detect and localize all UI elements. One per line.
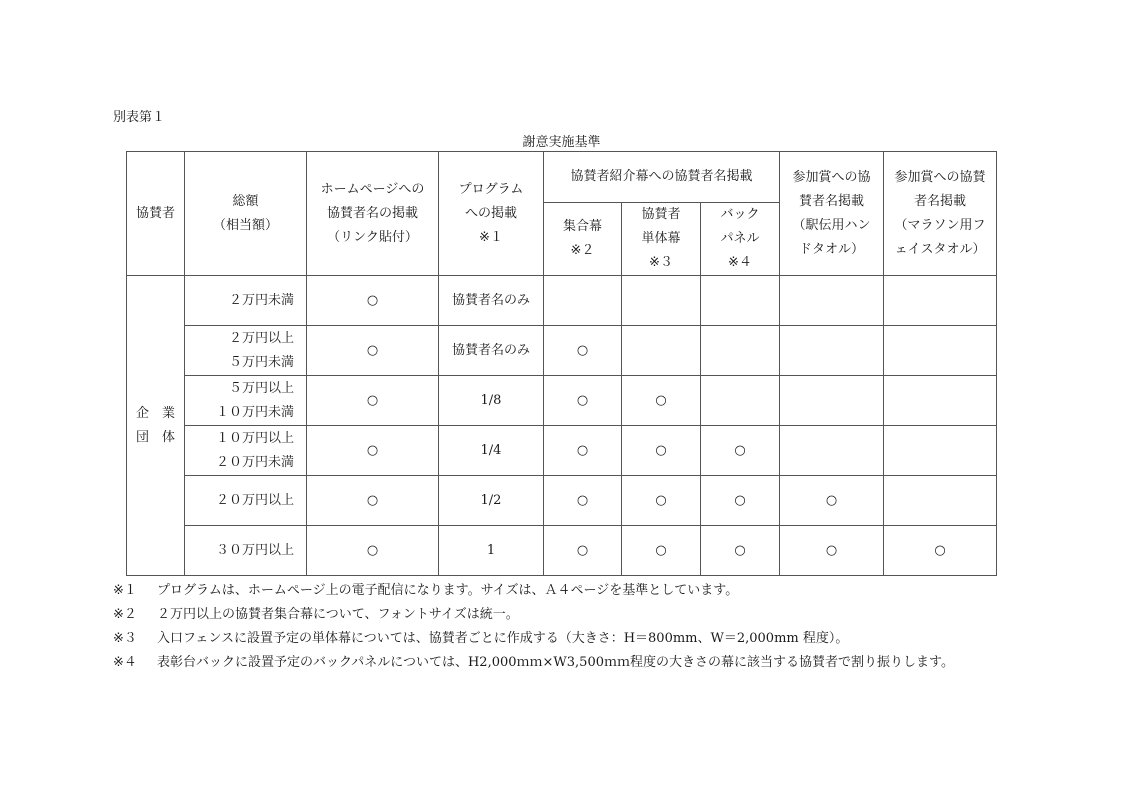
back-cell: ○ (701, 426, 780, 476)
single-cell (622, 276, 701, 326)
note-text: 入口フェンスに設置予定の単体幕については、協賛者ごとに作成する（大きさ：H＝800mm、W＝2,000mm 程度）。 (157, 631, 849, 646)
marathon-cell (884, 326, 997, 376)
criteria-table (126, 151, 997, 576)
ekiden-cell: ○ (780, 476, 884, 526)
header-total: 総額 （相当額） (185, 152, 307, 276)
note-text: 表彰台バックに設置予定のバックパネルについては、H2,000ｍｍ×W3,500ｍｍ程度の大きさの幕に該当する協賛者で割り振りします。 (157, 655, 954, 670)
back-cell (701, 326, 780, 376)
homepage-cell: ○ (307, 326, 439, 376)
homepage-cell: ○ (307, 276, 439, 326)
note-mark: ※１ (113, 583, 137, 598)
ekiden-cell: ○ (780, 526, 884, 576)
collective-cell (544, 276, 622, 326)
header-curtain-single: 協賛者 単体幕 ※３ (622, 203, 701, 276)
back-cell: ○ (701, 526, 780, 576)
back-cell: ○ (701, 476, 780, 526)
program-cell: 1 (439, 526, 544, 576)
page-label: 別表第１ (113, 110, 166, 125)
table-row (127, 426, 997, 476)
single-cell: ○ (622, 526, 701, 576)
program-cell: 協賛者名のみ (439, 326, 544, 376)
amount-cell: ３０万円以上 (185, 526, 307, 576)
single-cell: ○ (622, 376, 701, 426)
table-row (127, 376, 997, 426)
note-item (113, 603, 1013, 627)
header-curtain-collective: 集合幕 ※２ (544, 203, 622, 276)
program-cell: 協賛者名のみ (439, 276, 544, 326)
collective-cell: ○ (544, 476, 622, 526)
collective-cell: ○ (544, 376, 622, 426)
header-homepage: ホームページへの 協賛者名の掲載 （リンク貼付） (307, 152, 439, 276)
amount-cell: ２万円未満 (185, 276, 307, 326)
homepage-cell: ○ (307, 426, 439, 476)
table-row (127, 276, 997, 326)
program-cell: 1/2 (439, 476, 544, 526)
header-sponsor: 協賛者 (127, 152, 185, 276)
table-row (127, 326, 997, 376)
table-row (127, 476, 997, 526)
amount-cell: ２０万円以上 (185, 476, 307, 526)
ekiden-cell (780, 276, 884, 326)
note-mark: ※２ (113, 607, 137, 622)
marathon-cell: ○ (884, 526, 997, 576)
notes (113, 579, 1013, 675)
amount-cell: ２万円以上 ５万円未満 (185, 326, 307, 376)
note-mark: ※４ (113, 655, 137, 670)
single-cell (622, 326, 701, 376)
program-cell: 1/8 (439, 376, 544, 426)
back-cell (701, 276, 780, 326)
header-curtain-group: 協賛者紹介幕への協賛者名掲載 (544, 152, 780, 203)
collective-cell: ○ (544, 526, 622, 576)
ekiden-cell (780, 426, 884, 476)
note-text: プログラムは、ホームページ上の電子配信になります。サイズは、Ａ４ページを基準としています。 (157, 583, 739, 598)
table-row (127, 526, 997, 576)
note-item (113, 651, 1013, 675)
homepage-cell: ○ (307, 476, 439, 526)
single-cell: ○ (622, 476, 701, 526)
table-title: 謝意実施基準 (522, 135, 601, 150)
marathon-cell (884, 476, 997, 526)
homepage-cell: ○ (307, 376, 439, 426)
collective-cell: ○ (544, 326, 622, 376)
header-ekiden-towel: 参加賞への協 賛者名掲載 （駅伝用ハン ドタオル） (780, 152, 884, 276)
note-item (113, 627, 1013, 651)
homepage-cell: ○ (307, 526, 439, 576)
program-cell: 1/4 (439, 426, 544, 476)
collective-cell: ○ (544, 426, 622, 476)
header-curtain-back: バック パネル ※４ (701, 203, 780, 276)
amount-cell: １０万円以上 ２０万円未満 (185, 426, 307, 476)
amount-cell: ５万円以上 １０万円未満 (185, 376, 307, 426)
back-cell (701, 376, 780, 426)
ekiden-cell (780, 376, 884, 426)
marathon-cell (884, 276, 997, 326)
category-cell: 企 業 団 体 (127, 276, 185, 576)
single-cell: ○ (622, 426, 701, 476)
header-marathon-towel: 参加賞への協賛 者名掲載 （マラソン用フ ェイスタオル） (884, 152, 997, 276)
note-mark: ※３ (113, 631, 137, 646)
marathon-cell (884, 376, 997, 426)
header-program: プログラム への掲載 ※１ (439, 152, 544, 276)
note-text: ２万円以上の協賛者集合幕について、フォントサイズは統一。 (157, 607, 519, 622)
note-item (113, 579, 1013, 603)
ekiden-cell (780, 326, 884, 376)
marathon-cell (884, 426, 997, 476)
